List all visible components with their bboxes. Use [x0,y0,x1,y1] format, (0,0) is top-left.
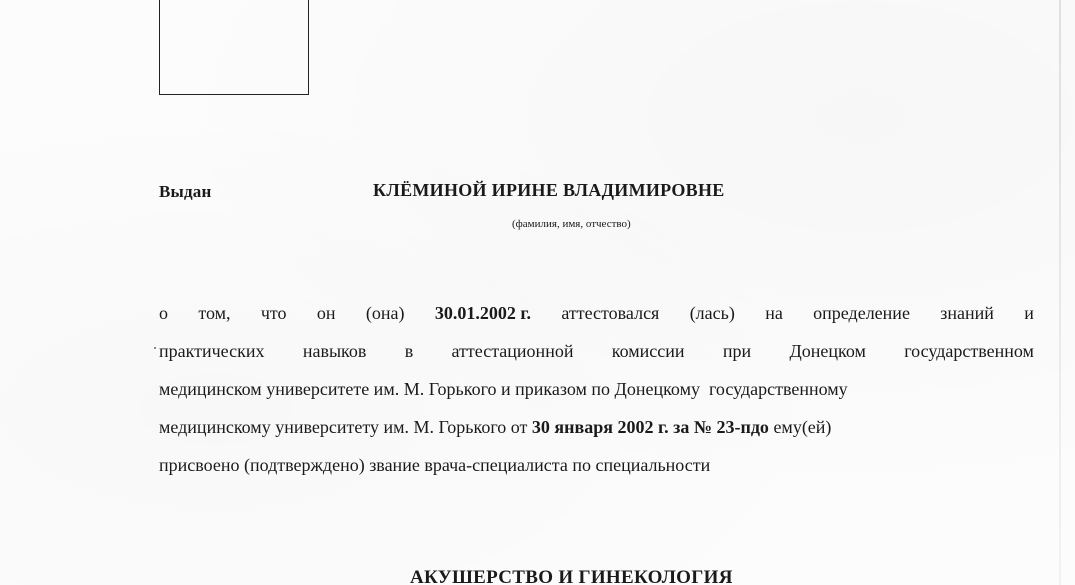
recipient-name: КЛЁМИНОЙ ИРИНЕ ВЛАДИМИРОВНЕ [373,180,725,200]
stray-ink-mark [154,347,156,349]
body-word: комиссии [611,341,685,361]
body-word: аттестовался [561,303,660,323]
body-word: и [1024,303,1034,323]
body-word: он [316,303,336,323]
photo-placeholder-box [159,0,309,95]
body-line-3: медицинском университете им. М. Горького и приказом по Донецкому государственному [159,379,848,399]
body-line-1 [159,294,1034,332]
body-word: навыков [302,341,367,361]
body-text-segment: медицинскому университету им. М. Горького от [159,417,532,437]
body-word: государственном [904,341,1034,361]
body-word: том, [198,303,231,323]
body-line-4 [159,408,1034,446]
body-word: (она) [365,303,405,323]
body-word: на [765,303,783,323]
body-word: аттестационной [451,341,574,361]
body-line-2 [159,332,1034,370]
body-word: знаний [940,303,994,323]
body-word: определение [813,303,910,323]
page-edge-shadow [1059,0,1061,585]
issued-label: Выдан [159,182,212,201]
body-word: в [404,341,414,361]
attestation-date: 30.01.2002 г. [434,303,532,323]
body-word: (лась) [689,303,735,323]
body-word: что [260,303,287,323]
body-word: о [159,303,168,323]
order-reference: 30 января 2002 г. за № 23-пдо [531,417,769,437]
body-word: Донецком [789,341,866,361]
body-text-segment: ему(ей) [768,417,832,437]
name-caption: (фамилия, имя, отчество) [512,218,631,230]
specialty-title: АКУШЕРСТВО И ГИНЕКОЛОГИЯ [410,567,733,585]
body-word: практических [159,341,265,361]
body-word: при [722,341,752,361]
certificate-body [159,294,1034,484]
body-line-5: присвоено (подтверждено) звание врача-специалиста по специальности [159,455,711,475]
